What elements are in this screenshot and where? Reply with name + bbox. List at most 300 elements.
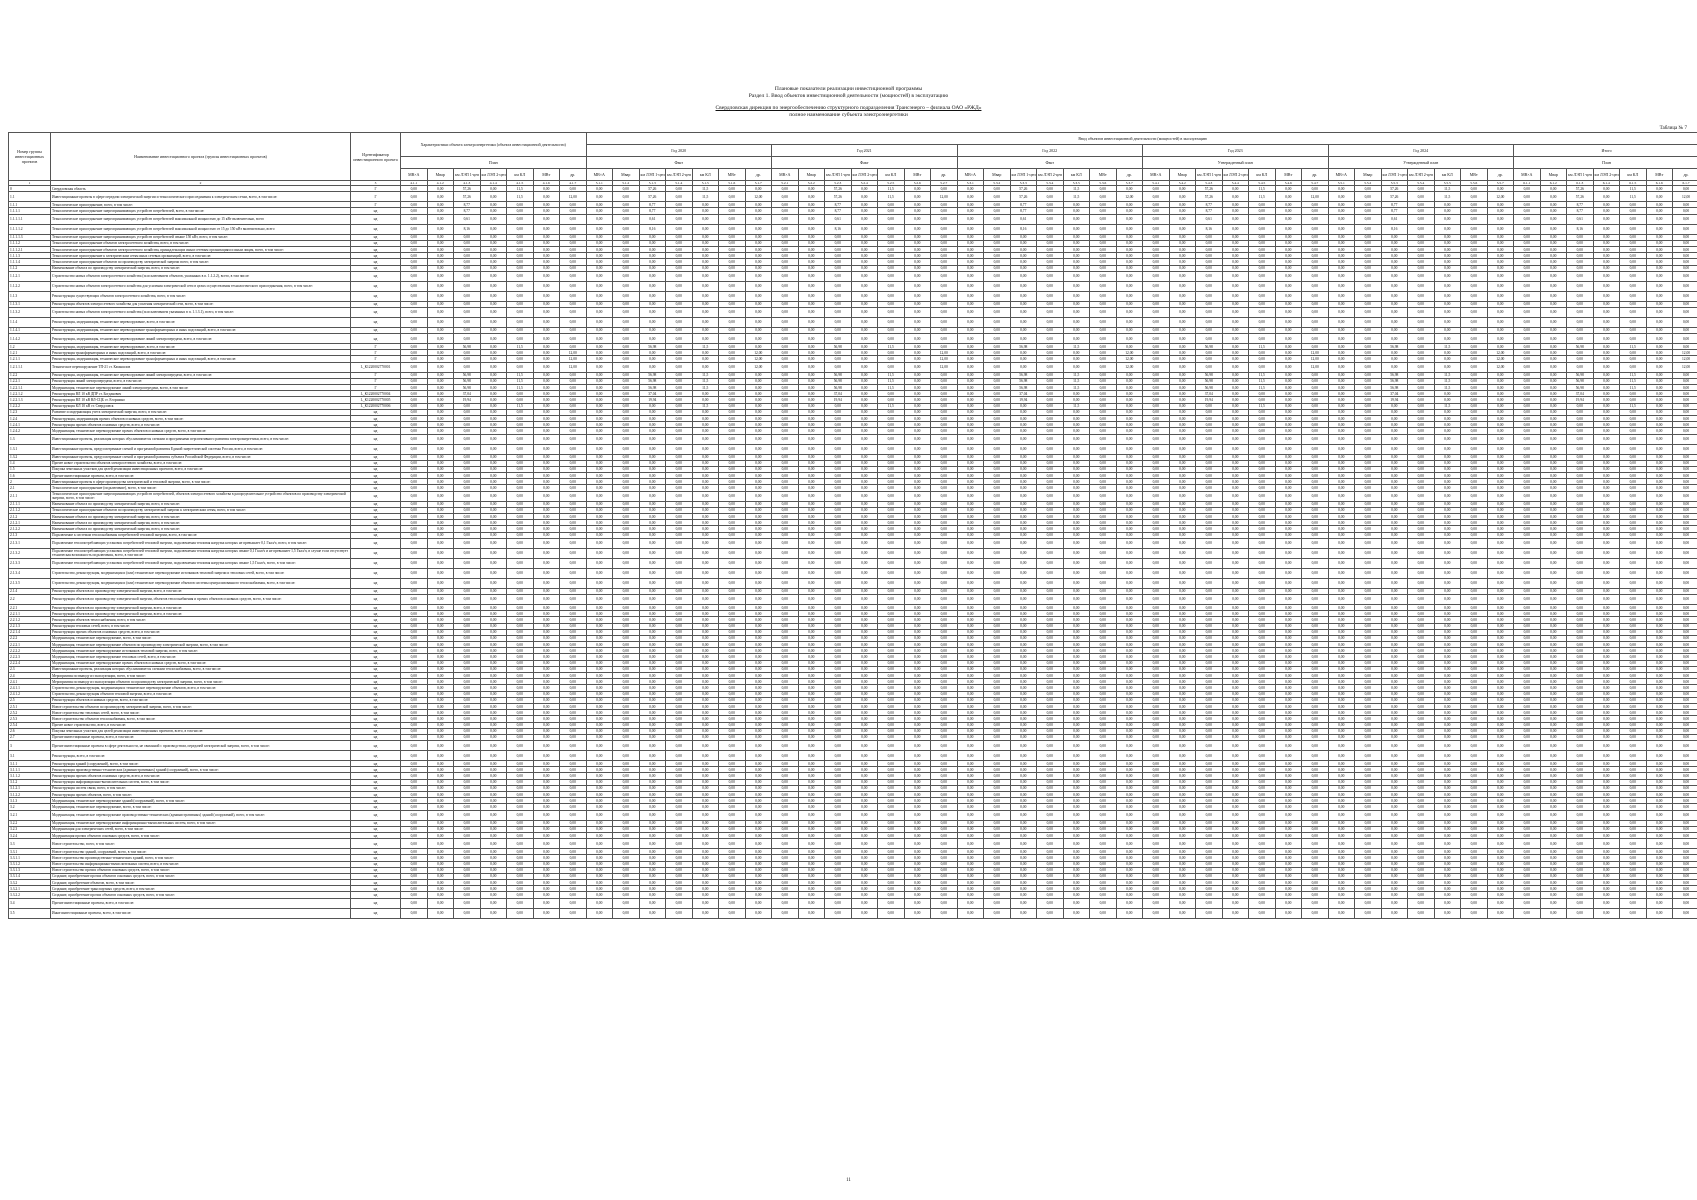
- row-code: 3.1.1: [9, 761, 51, 767]
- value-cell: 0,00: [1196, 403, 1223, 409]
- value-cell: 0,00: [1196, 558, 1223, 568]
- value-cell: 0,00: [1328, 648, 1355, 654]
- value-cell: 12,00: [1302, 192, 1329, 202]
- value-cell: 0,00: [1673, 434, 1697, 444]
- value-cell: 0,00: [1408, 588, 1435, 594]
- value-cell: 0,00: [427, 666, 454, 672]
- value-cell: 0,00: [745, 526, 772, 532]
- value-cell: 0,00: [613, 785, 640, 791]
- value-cell: 0,00: [1355, 804, 1382, 810]
- value-cell: 0,00: [745, 246, 772, 252]
- value-cell: 0,00: [1408, 454, 1435, 460]
- value-cell: 0,00: [507, 773, 534, 779]
- value-cell: 0,00: [931, 327, 958, 333]
- row-name: Наименование объекта по производству электрической энергии, всего, в том числе:: [51, 265, 351, 271]
- value-cell: 0,00: [613, 403, 640, 409]
- value-cell: 0,00: [613, 460, 640, 466]
- value-cell: 0,00: [745, 679, 772, 685]
- value-cell: 0,00: [480, 271, 507, 281]
- value-cell: 11,5: [692, 372, 719, 378]
- row-name: Прочее новое строительство, всего, в том числе:: [51, 722, 351, 728]
- row-identifier: нд: [351, 804, 401, 810]
- value-cell: 0,00: [1514, 761, 1541, 767]
- value-cell: 0,00: [1381, 240, 1408, 246]
- value-cell: 0,00: [931, 391, 958, 397]
- value-cell: 0,00: [1090, 281, 1117, 291]
- value-cell: 0,00: [1408, 691, 1435, 697]
- row-code: 3.1.1.2: [9, 773, 51, 779]
- value-cell: 0,00: [904, 224, 931, 234]
- value-cell: 0,00: [1593, 594, 1620, 604]
- value-cell: 0,00: [1593, 291, 1620, 301]
- value-cell: 0,00: [1514, 350, 1541, 356]
- value-cell: 0,00: [1063, 679, 1090, 685]
- value-cell: 12,00: [745, 350, 772, 356]
- value-cell: 0,00: [666, 378, 693, 384]
- value-cell: 0,00: [1514, 703, 1541, 709]
- value-cell: 0,00: [1249, 697, 1276, 703]
- value-cell: 0,00: [1461, 568, 1488, 578]
- value-cell: 0,00: [1116, 792, 1143, 798]
- row-name: Инвестиционные проекты, реализация которых обуславливается схемами теплоснабжения, всего, в том числе:: [51, 666, 351, 672]
- value-cell: 0,00: [586, 514, 613, 520]
- value-cell: 0,00: [1249, 514, 1276, 520]
- value-cell: 0,00: [957, 454, 984, 460]
- value-cell: 0,00: [1461, 259, 1488, 265]
- value-cell: 0,00: [1169, 785, 1196, 791]
- value-cell: 0,00: [984, 734, 1011, 740]
- value-cell: 0,00: [1593, 538, 1620, 548]
- value-cell: 0,00: [1196, 679, 1223, 685]
- value-cell: 0,00: [772, 660, 799, 666]
- value-cell: 0,00: [1275, 415, 1302, 421]
- value-cell: 0,00: [560, 485, 587, 491]
- value-cell: 0,00: [586, 734, 613, 740]
- value-cell: 0,00: [957, 798, 984, 804]
- row-code: 1.1.1.1.2: [9, 224, 51, 234]
- value-cell: 0,00: [719, 460, 746, 466]
- value-cell: 0,00: [639, 271, 666, 281]
- value-cell: 0,00: [1514, 466, 1541, 472]
- value-cell: 0,00: [878, 466, 905, 472]
- value-cell: 0,00: [1461, 820, 1488, 826]
- row-code: 3.1.2.2: [9, 792, 51, 798]
- value-cell: 0,00: [1302, 240, 1329, 246]
- value-cell: 0,00: [401, 271, 428, 281]
- value-cell: 0,00: [851, 301, 878, 307]
- value-cell: 0,00: [745, 604, 772, 610]
- value-cell: 0,00: [454, 594, 481, 604]
- value-cell: 0,00: [1540, 271, 1567, 281]
- value-cell: 0,00: [560, 454, 587, 460]
- value-cell: 0,00: [666, 666, 693, 672]
- value-cell: 12,00: [1487, 350, 1514, 356]
- value-cell: 0,00: [1487, 642, 1514, 648]
- value-cell: 0,00: [1434, 259, 1461, 265]
- value-cell: 0,00: [1408, 642, 1435, 648]
- value-cell: 0,00: [1010, 691, 1037, 697]
- value-cell: 0,00: [798, 501, 825, 507]
- value-cell: 0,00: [904, 202, 931, 208]
- value-cell: 0,00: [1355, 259, 1382, 265]
- value-cell: 0,00: [1673, 785, 1697, 791]
- value-cell: 0,00: [480, 611, 507, 617]
- value-cell: 0,00: [1461, 773, 1488, 779]
- row-code: 2.5.4: [9, 722, 51, 728]
- value-cell: 0,00: [1567, 611, 1594, 617]
- value-cell: 0,00: [692, 685, 719, 691]
- value-cell: 0,00: [666, 629, 693, 635]
- value-cell: 0,00: [1063, 265, 1090, 271]
- value-cell: 0,00: [1355, 654, 1382, 660]
- value-cell: 0,00: [1169, 826, 1196, 832]
- unit-header: км ЛЭП 1-цеп: [639, 169, 666, 181]
- value-cell: 0,00: [1540, 501, 1567, 507]
- value-cell: 0,00: [1328, 779, 1355, 785]
- value-cell: 0,00: [613, 409, 640, 415]
- value-cell: 0,00: [1461, 253, 1488, 259]
- value-cell: 0,00: [533, 716, 560, 722]
- value-cell: 0,00: [931, 271, 958, 281]
- value-cell: 0,00: [1355, 334, 1382, 344]
- value-cell: 0,00: [1567, 501, 1594, 507]
- value-cell: 0,00: [639, 629, 666, 635]
- value-cell: 0,00: [560, 526, 587, 532]
- value-cell: 0,00: [1090, 479, 1117, 485]
- value-cell: 0,00: [1514, 691, 1541, 697]
- row-identifier: нд: [351, 629, 401, 635]
- value-cell: 0,00: [1434, 479, 1461, 485]
- value-cell: 0,00: [1328, 604, 1355, 610]
- value-cell: 0,00: [1646, 826, 1673, 832]
- value-cell: 0,00: [1487, 666, 1514, 672]
- column-number: 5.5.4: [1408, 181, 1435, 186]
- value-cell: 0,00: [1514, 594, 1541, 604]
- value-cell: 0,00: [639, 617, 666, 623]
- unit-header: км ЛЭП 1-цеп: [1381, 169, 1408, 181]
- value-cell: 0,00: [772, 281, 799, 291]
- column-number: 5.4.7: [1302, 181, 1329, 186]
- value-cell: 0,00: [427, 832, 454, 838]
- value-cell: 0,00: [1381, 832, 1408, 838]
- value-cell: 57,26: [1010, 186, 1037, 192]
- value-cell: 0,00: [1567, 291, 1594, 301]
- value-cell: 0,00: [1010, 409, 1037, 415]
- value-cell: 0,00: [1328, 767, 1355, 773]
- value-cell: 0,00: [1434, 397, 1461, 403]
- value-cell: 0,00: [666, 594, 693, 604]
- value-cell: 8,77: [454, 202, 481, 208]
- value-cell: 0,00: [825, 327, 852, 333]
- value-cell: 0,00: [957, 685, 984, 691]
- value-cell: 0,00: [480, 378, 507, 384]
- value-cell: 0,00: [745, 716, 772, 722]
- value-cell: 0,00: [666, 307, 693, 317]
- row-code: 2.1.1.2: [9, 507, 51, 513]
- value-cell: 0,00: [1514, 428, 1541, 434]
- value-cell: 0,00: [957, 703, 984, 709]
- row-name: Реконструкция объектов по производству электрической энергии, всего, в том числе:: [51, 588, 351, 594]
- value-cell: 0,00: [1143, 679, 1170, 685]
- value-cell: 0,00: [957, 548, 984, 558]
- value-cell: 0,00: [692, 642, 719, 648]
- value-cell: 0,00: [1673, 317, 1697, 327]
- value-cell: 12,00: [745, 356, 772, 362]
- value-cell: 0,00: [613, 558, 640, 568]
- value-cell: 0,00: [507, 356, 534, 362]
- value-cell: 0,00: [1355, 832, 1382, 838]
- value-cell: 0,00: [1328, 520, 1355, 526]
- value-cell: 0,00: [825, 826, 852, 832]
- row-identifier: нд: [351, 428, 401, 434]
- value-cell: 0,00: [772, 334, 799, 344]
- value-cell: 0,00: [1249, 673, 1276, 679]
- value-cell: 0,00: [1063, 832, 1090, 838]
- value-cell: 0,00: [1567, 246, 1594, 252]
- value-cell: 0,00: [1275, 291, 1302, 301]
- value-cell: 0,00: [1646, 779, 1673, 785]
- value-cell: 0,00: [1222, 444, 1249, 454]
- value-cell: 0,00: [1646, 317, 1673, 327]
- value-cell: 0,00: [560, 378, 587, 384]
- value-cell: 0,00: [1037, 710, 1064, 716]
- value-cell: 0,00: [1143, 491, 1170, 501]
- value-cell: 0,00: [1461, 317, 1488, 327]
- value-cell: 0,00: [1514, 253, 1541, 259]
- value-cell: 0,00: [1275, 548, 1302, 558]
- value-cell: 0,00: [480, 253, 507, 259]
- value-cell: 0,00: [1593, 810, 1620, 820]
- value-cell: 0,00: [480, 532, 507, 538]
- value-cell: 0,00: [1063, 532, 1090, 538]
- value-cell: 0,00: [1196, 623, 1223, 629]
- value-cell: 0,00: [1090, 350, 1117, 356]
- value-cell: 0,00: [1116, 460, 1143, 466]
- value-cell: 0,00: [1540, 558, 1567, 568]
- value-cell: 0,00: [957, 473, 984, 479]
- value-cell: 0,00: [878, 350, 905, 356]
- value-cell: 11,5: [1620, 186, 1647, 192]
- unit-header: км ЛЭП 2-цеп: [1222, 169, 1249, 181]
- value-cell: 0,00: [586, 186, 613, 192]
- value-cell: 0,00: [1196, 578, 1223, 588]
- value-cell: 0,00: [560, 409, 587, 415]
- value-cell: 0,00: [1063, 520, 1090, 526]
- value-cell: 0,00: [1143, 685, 1170, 691]
- value-cell: 0,00: [984, 454, 1011, 460]
- value-cell: 0,00: [586, 741, 613, 751]
- value-cell: 0,00: [454, 514, 481, 520]
- value-cell: 0,00: [1037, 202, 1064, 208]
- value-cell: 0,00: [1381, 532, 1408, 538]
- value-cell: 0,00: [427, 810, 454, 820]
- value-cell: 12,00: [1673, 362, 1697, 372]
- value-cell: 0,00: [427, 391, 454, 397]
- value-cell: 0,00: [560, 804, 587, 810]
- value-cell: 0,00: [1461, 246, 1488, 252]
- value-cell: 0,00: [666, 728, 693, 734]
- value-cell: 0,00: [560, 507, 587, 513]
- value-cell: 0,00: [1620, 473, 1647, 479]
- value-cell: 0,00: [1593, 301, 1620, 307]
- value-cell: 0,00: [1673, 520, 1697, 526]
- value-cell: 0,00: [613, 385, 640, 391]
- value-cell: 0,00: [1593, 317, 1620, 327]
- value-cell: 0,00: [560, 415, 587, 421]
- value-cell: 0,00: [507, 767, 534, 773]
- value-cell: 0,00: [1540, 234, 1567, 240]
- value-cell: 0,00: [1620, 673, 1647, 679]
- row-code: 3.2.2: [9, 820, 51, 826]
- value-cell: 0,00: [427, 466, 454, 472]
- value-cell: 0,00: [1302, 479, 1329, 485]
- value-cell: 0,00: [878, 666, 905, 672]
- value-cell: 0,00: [1169, 259, 1196, 265]
- value-cell: 0,00: [1169, 253, 1196, 259]
- value-cell: 0,00: [878, 356, 905, 362]
- value-cell: 0,00: [613, 301, 640, 307]
- value-cell: 0,00: [1381, 491, 1408, 501]
- unit-header: др.: [1116, 169, 1143, 181]
- value-cell: 0,00: [904, 741, 931, 751]
- col-name-header: Наименование инвестиционного проекта (группы инвестиционных проектов): [51, 133, 351, 181]
- value-cell: 0,00: [1461, 716, 1488, 722]
- value-cell: 0,00: [560, 558, 587, 568]
- value-cell: 0,00: [1434, 208, 1461, 214]
- value-cell: 0,00: [401, 473, 428, 479]
- value-cell: 0,00: [1328, 356, 1355, 362]
- value-cell: 0,00: [454, 362, 481, 372]
- value-cell: 0,00: [666, 642, 693, 648]
- value-cell: 0,00: [480, 826, 507, 832]
- value-cell: 0,00: [851, 350, 878, 356]
- value-cell: 0,00: [533, 635, 560, 641]
- value-cell: 0,00: [1090, 635, 1117, 641]
- value-cell: 0,00: [1328, 259, 1355, 265]
- value-cell: 0,00: [1593, 378, 1620, 384]
- value-cell: 0,00: [1037, 728, 1064, 734]
- value-cell: 0,00: [1355, 362, 1382, 372]
- value-cell: 0,00: [1143, 378, 1170, 384]
- value-cell: 0,00: [1116, 751, 1143, 761]
- value-cell: 0,00: [745, 767, 772, 773]
- value-cell: 0,00: [1143, 691, 1170, 697]
- value-cell: 0,00: [825, 473, 852, 479]
- value-cell: 0,00: [1355, 253, 1382, 259]
- value-cell: 0,00: [1169, 234, 1196, 240]
- value-cell: 0,00: [1328, 804, 1355, 810]
- value-cell: 0,00: [931, 372, 958, 378]
- value-cell: 0,00: [1408, 317, 1435, 327]
- value-cell: 0,00: [825, 240, 852, 246]
- value-cell: 11,5: [878, 192, 905, 202]
- value-cell: 0,00: [1540, 473, 1567, 479]
- value-cell: 0,00: [1461, 691, 1488, 697]
- value-cell: 0,00: [533, 454, 560, 460]
- row-identifier: нд: [351, 208, 401, 214]
- value-cell: 0,00: [904, 697, 931, 703]
- value-cell: 0,00: [560, 654, 587, 660]
- value-cell: 0,00: [1275, 767, 1302, 773]
- value-cell: 0,00: [1328, 271, 1355, 281]
- value-cell: 0,00: [1222, 710, 1249, 716]
- value-cell: 0,00: [851, 741, 878, 751]
- value-cell: 0,00: [1275, 307, 1302, 317]
- value-cell: 0,00: [851, 202, 878, 208]
- value-cell: 0,00: [798, 710, 825, 716]
- value-cell: 0,00: [798, 629, 825, 635]
- value-cell: 0,00: [1143, 301, 1170, 307]
- value-cell: 0,00: [454, 673, 481, 679]
- value-cell: 0,00: [1169, 697, 1196, 703]
- table-row: [9, 434, 1697, 444]
- value-cell: 0,00: [1222, 548, 1249, 558]
- value-cell: 0,00: [1063, 578, 1090, 588]
- value-cell: 0,00: [957, 538, 984, 548]
- value-cell: 0,00: [692, 617, 719, 623]
- value-cell: 8,77: [1010, 202, 1037, 208]
- value-cell: 0,00: [692, 291, 719, 301]
- value-cell: 19,94: [825, 397, 852, 403]
- value-cell: 0,00: [1010, 761, 1037, 767]
- value-cell: 0,00: [1381, 526, 1408, 532]
- value-cell: 0,00: [427, 422, 454, 428]
- value-cell: 0,00: [1090, 501, 1117, 507]
- value-cell: 0,00: [1169, 334, 1196, 344]
- value-cell: 0,00: [878, 548, 905, 558]
- value-cell: 0,00: [1010, 685, 1037, 691]
- value-cell: 0,00: [1090, 473, 1117, 479]
- value-cell: 0,00: [825, 466, 852, 472]
- value-cell: 0,00: [1620, 741, 1647, 751]
- value-cell: 0,00: [719, 491, 746, 501]
- value-cell: 0,00: [666, 578, 693, 588]
- value-cell: 0,00: [798, 538, 825, 548]
- column-number: 5.2.3: [825, 181, 852, 186]
- value-cell: 0,00: [586, 666, 613, 672]
- column-number: 6.1.5: [1620, 181, 1647, 186]
- value-cell: 0,00: [533, 192, 560, 202]
- value-cell: 0,00: [798, 479, 825, 485]
- year-header: Год 2020: [586, 145, 772, 157]
- value-cell: 0,00: [957, 660, 984, 666]
- column-number: 5.3.1: [957, 181, 984, 186]
- value-cell: 0,00: [1434, 767, 1461, 773]
- value-cell: 0,00: [1249, 202, 1276, 208]
- value-cell: 0,00: [904, 403, 931, 409]
- value-cell: 0,00: [1222, 526, 1249, 532]
- value-cell: 0,00: [1169, 246, 1196, 252]
- value-cell: 0,00: [1408, 334, 1435, 344]
- value-cell: 0,00: [1275, 234, 1302, 240]
- value-cell: 0,00: [798, 317, 825, 327]
- value-cell: 0,00: [533, 409, 560, 415]
- value-cell: 0,00: [1143, 479, 1170, 485]
- value-cell: 0,00: [480, 792, 507, 798]
- value-cell: 0,00: [1063, 391, 1090, 397]
- value-cell: 0,00: [825, 350, 852, 356]
- value-cell: 0,00: [692, 611, 719, 617]
- value-cell: 0,00: [480, 307, 507, 317]
- value-cell: 0,00: [1143, 526, 1170, 532]
- value-cell: 0,00: [931, 697, 958, 703]
- value-cell: 0,00: [825, 265, 852, 271]
- value-cell: 0,00: [772, 578, 799, 588]
- value-cell: 0,00: [878, 485, 905, 491]
- value-cell: 0,00: [1143, 741, 1170, 751]
- value-cell: 0,00: [613, 594, 640, 604]
- value-cell: 0,00: [745, 344, 772, 350]
